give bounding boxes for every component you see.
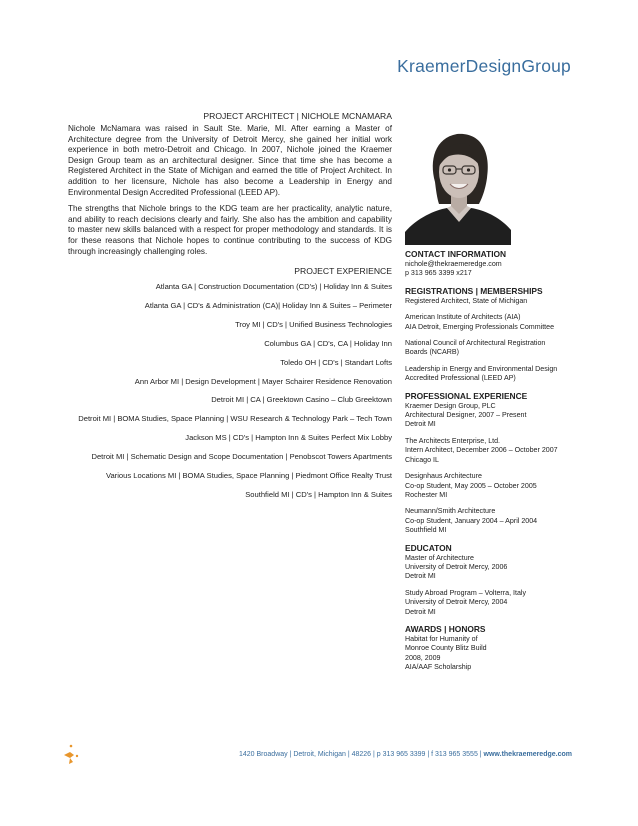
- registration-line: National Council of Architectural Registration: [405, 339, 546, 348]
- biography: [68, 124, 392, 263]
- professional-heading: PROFESSIONAL EXPERIENCE: [405, 390, 528, 401]
- award-line: Habitat for Humanity of: [405, 634, 478, 643]
- portrait-illustration: [405, 120, 511, 245]
- contact-heading: CONTACT INFORMATION: [405, 249, 507, 259]
- contact-phone: p 313 965 3399 x217: [405, 269, 472, 278]
- education-line: University of Detroit Mercy, 2004: [405, 598, 508, 607]
- footer-website-link[interactable]: www.thekraemeredge.com: [483, 751, 572, 758]
- registration-line: Accredited Professional (LEED AP): [405, 374, 516, 383]
- professional-line: The Architects Enterprise, Ltd.: [405, 436, 501, 445]
- professional-line: Neumann/Smith Architecture: [405, 507, 496, 516]
- project-item: Toledo OH | CD's | Standart Lofts: [280, 357, 392, 367]
- award-line: 2008, 2009: [405, 653, 441, 662]
- education-heading: EDUCATON: [405, 542, 452, 553]
- portrait-photo: [405, 120, 511, 245]
- registration-line: Registered Architect, State of Michigan: [405, 296, 528, 305]
- professional-line: Designhaus Architecture: [405, 472, 482, 481]
- professional-line: Detroit MI: [405, 420, 436, 429]
- professional-line: Intern Architect, December 2006 – October 2007: [405, 446, 558, 455]
- registration-line: Boards (NCARB): [405, 348, 460, 357]
- bio-paragraph-1: Nichole McNamara was raised in Sault Ste. Marie, MI. After earning a Master of Architecture degree from the University of Detroit Mercy, she gained her initial work experience in both metro-Detroit and Chicago. In 2007, Nichole joined the Kraemer Design Group team as an architectural designer. Since that time she has become a Registered Architect in the State of Michigan and earned the title of Project Architect. In addition to her licensure, Nichole has also become a Leadership in Energy and Environmental Design Accredited Professional (LEED AP).: [68, 124, 392, 197]
- project-list: [60, 278, 392, 505]
- education-line: Detroit MI: [405, 607, 436, 616]
- contact-email[interactable]: nichole@thekraemeredge.com: [405, 260, 502, 268]
- professional-line: Rochester MI: [405, 490, 448, 499]
- project-item: Atlanta GA | CD's & Administration (CA)| Holiday Inn & Suites – Perimeter: [144, 300, 392, 310]
- footer: [60, 751, 572, 758]
- education-line: Study Abroad Program – Volterra, Italy: [405, 588, 527, 597]
- education-line: Detroit MI: [405, 572, 436, 581]
- professional-line: Chicago IL: [405, 455, 439, 464]
- sidebar: [405, 249, 585, 673]
- project-item: Jackson MS | CD's | Hampton Inn & Suites Perfect Mix Lobby: [185, 433, 392, 443]
- project-item: Atlanta GA | Construction Documentation (CD's) | Holiday Inn & Suites: [155, 282, 392, 291]
- project-item: Detroit MI | Schematic Design and Scope Documentation | Penobscot Towers Apartments: [91, 452, 392, 462]
- project-item: Detroit MI | CA | Greektown Casino – Club Greektown: [211, 395, 392, 405]
- education-line: University of Detroit Mercy, 2006: [405, 562, 508, 571]
- project-experience-heading: PROJECT EXPERIENCE: [294, 266, 392, 276]
- footer-address: 1420 Broadway | Detroit, Michigan | 48226 | p 313 965 3399 | f 313 965 3555 |: [239, 751, 484, 758]
- project-item: Southfield MI | CD's | Hampton Inn & Suites: [245, 489, 392, 499]
- page-title: PROJECT ARCHITECT | NICHOLE MCNAMARA: [203, 111, 392, 121]
- bio-paragraph-2: The strengths that Nichole brings to the KDG team are her practicality, analytic nature, and ability to reach decisions clearly and fairly. She also has the ambition and capability to master new skills balanced with a respect for proper methodology and standards. It is for these reasons that Nichole hopes to continue contributing to the success of KDG through increasingly challenging roles.: [68, 204, 392, 256]
- project-item: Ann Arbor MI | Design Development | Mayer Schairer Residence Renovation: [134, 376, 392, 386]
- education-line: Master of Architecture: [405, 553, 474, 562]
- professional-line: Kraemer Design Group, PLC: [405, 401, 496, 410]
- registration-line: American Institute of Architects (AIA): [405, 313, 521, 322]
- professional-line: Co-op Student, January 2004 – April 2004: [405, 516, 538, 525]
- award-line: Monroe County Blitz Build: [405, 644, 487, 653]
- project-item: Troy MI | CD's | Unified Business Technologies: [235, 319, 392, 329]
- award-line: AIA/AAF Scholarship: [405, 663, 472, 672]
- project-item: Detroit MI | BOMA Studies, Space Planning | WSU Research & Technology Park – Tech Town: [78, 414, 392, 424]
- registrations-heading: REGISTRATIONS | MEMBERSHIPS: [405, 285, 543, 296]
- awards-heading: AWARDS | HONORS: [405, 623, 486, 634]
- project-item: Columbus GA | CD's, CA | Holiday Inn: [264, 338, 392, 348]
- professional-line: Architectural Designer, 2007 – Present: [405, 411, 527, 420]
- registration-line: Leadership in Energy and Environmental Design: [405, 364, 558, 373]
- professional-line: Co-op Student, May 2005 – October 2005: [405, 481, 537, 490]
- project-item: Various Locations MI | BOMA Studies, Space Planning | Piedmont Office Realty Trust: [105, 471, 392, 481]
- professional-line: Southfield MI: [405, 526, 447, 535]
- registration-line: AIA Detroit, Emerging Professionals Committee: [405, 322, 555, 331]
- brand-name: KraemerDesignGroup: [397, 56, 571, 76]
